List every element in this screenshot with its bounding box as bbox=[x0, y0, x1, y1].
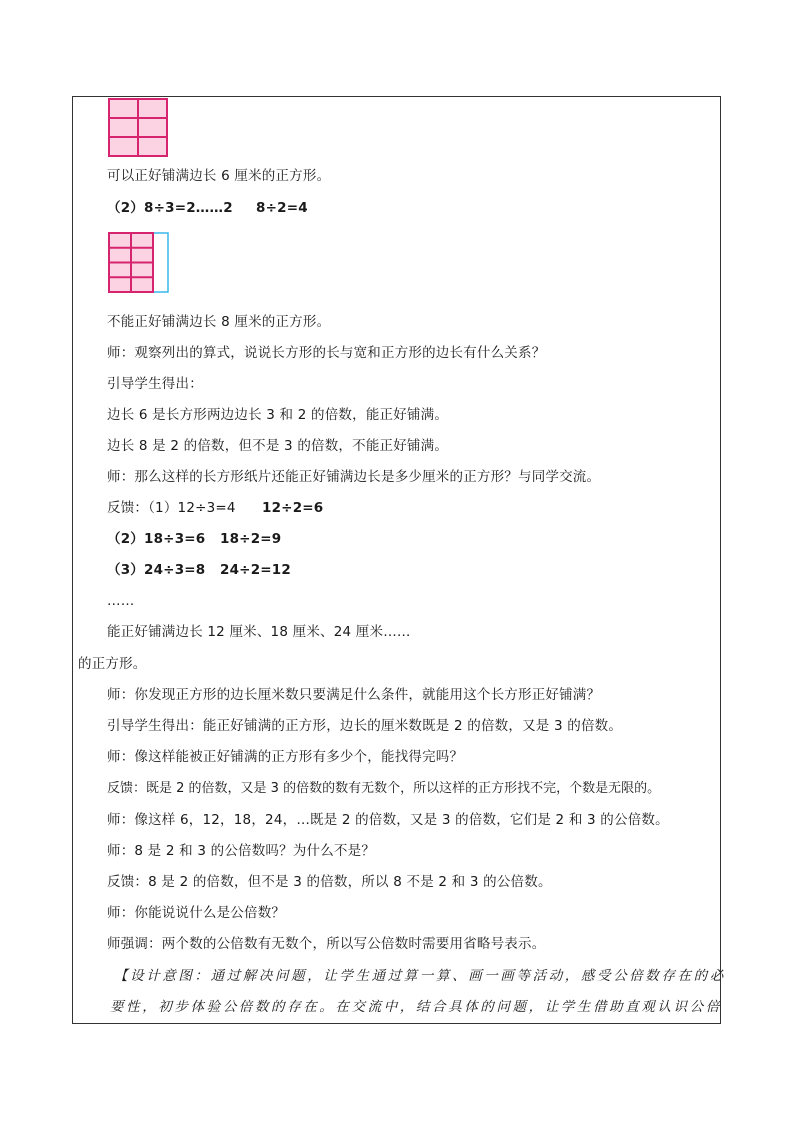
text-line-9a: 反馈：（1）12÷3=4 bbox=[107, 500, 236, 516]
text-line-13: 能正好铺满边长 12 厘米、18 厘米、24 厘米…… bbox=[107, 624, 411, 640]
text-line-14: 的正方形。 bbox=[78, 656, 147, 672]
text-line-21: 反馈：8 是 2 的倍数，但不是 3 的倍数，所以 8 不是 2 和 3 的公倍数。 bbox=[107, 874, 552, 890]
text-line-16: 引导学生得出：能正好铺满的正方形，边长的厘米数既是 2 的倍数，又是 3 的倍数。 bbox=[107, 718, 623, 734]
text-line-10a: （2）18÷3=6 bbox=[107, 531, 206, 547]
text-line-2a: （2）8÷3=2……2 bbox=[107, 200, 233, 216]
text-line-3: 不能正好铺满边长 8 厘米的正方形。 bbox=[107, 314, 331, 330]
text-line-17: 师：像这样能被正好铺满的正方形有多少个，能找得完吗？ bbox=[107, 749, 464, 765]
text-line-11a: （3）24÷3=8 bbox=[107, 562, 206, 578]
text-line-7: 边长 8 是 2 的倍数，但不是 3 的倍数，不能正好铺满。 bbox=[107, 438, 449, 454]
design-intent-line-2: 要性，初步体验公倍数的存在。在交流中，结合具体的问题，让学生借助直观认识公倍 bbox=[110, 999, 722, 1015]
text-line-11b: 24÷2=12 bbox=[220, 562, 291, 578]
text-line-4: 师：观察列出的算式，说说长方形的长与宽和正方形的边长有什么关系？ bbox=[107, 345, 546, 361]
grid-figure-6cm bbox=[108, 98, 168, 158]
extra-strip bbox=[152, 233, 168, 292]
text-line-12: …… bbox=[107, 593, 135, 609]
text-line-22: 师：你能说说什么是公倍数？ bbox=[107, 905, 286, 921]
text-line-20: 师：8 是 2 和 3 的公倍数吗？为什么不是？ bbox=[107, 843, 376, 859]
text-line-6: 边长 6 是长方形两边边长 3 和 2 的倍数，能正好铺满。 bbox=[107, 407, 449, 423]
text-line-15: 师：你发现正方形的边长厘米数只要满足什么条件，就能用这个长方形正好铺满？ bbox=[107, 687, 601, 703]
text-line-8: 师：那么这样的长方形纸片还能正好铺满边长是多少厘米的正方形？与同学交流。 bbox=[107, 469, 601, 485]
text-line-18: 反馈：既是 2 的倍数，又是 3 的倍数的数有无数个，所以这样的正方形找不完，个数是无限的。 bbox=[107, 781, 661, 796]
text-line-23: 师强调：两个数的公倍数有无数个，所以写公倍数时需要用省略号表示。 bbox=[107, 936, 546, 952]
text-line-19: 师：像这样 6，12，18，24，…既是 2 的倍数，又是 3 的倍数，它们是 2 和 3 的公倍数。 bbox=[107, 812, 669, 828]
design-intent-line-1: 【设计意图：通过解决问题，让学生通过算一算、画一画等活动，感受公倍数存在的必 bbox=[114, 968, 726, 984]
text-line-10b: 18÷2=9 bbox=[220, 531, 282, 547]
grid-figure-8cm bbox=[108, 232, 170, 294]
text-line-5: 引导学生得出： bbox=[107, 376, 203, 392]
text-line-9b: 12÷2=6 bbox=[262, 500, 324, 516]
text-line-1: 可以正好铺满边长 6 厘米的正方形。 bbox=[107, 168, 331, 184]
text-line-2b: 8÷2=4 bbox=[256, 200, 308, 216]
